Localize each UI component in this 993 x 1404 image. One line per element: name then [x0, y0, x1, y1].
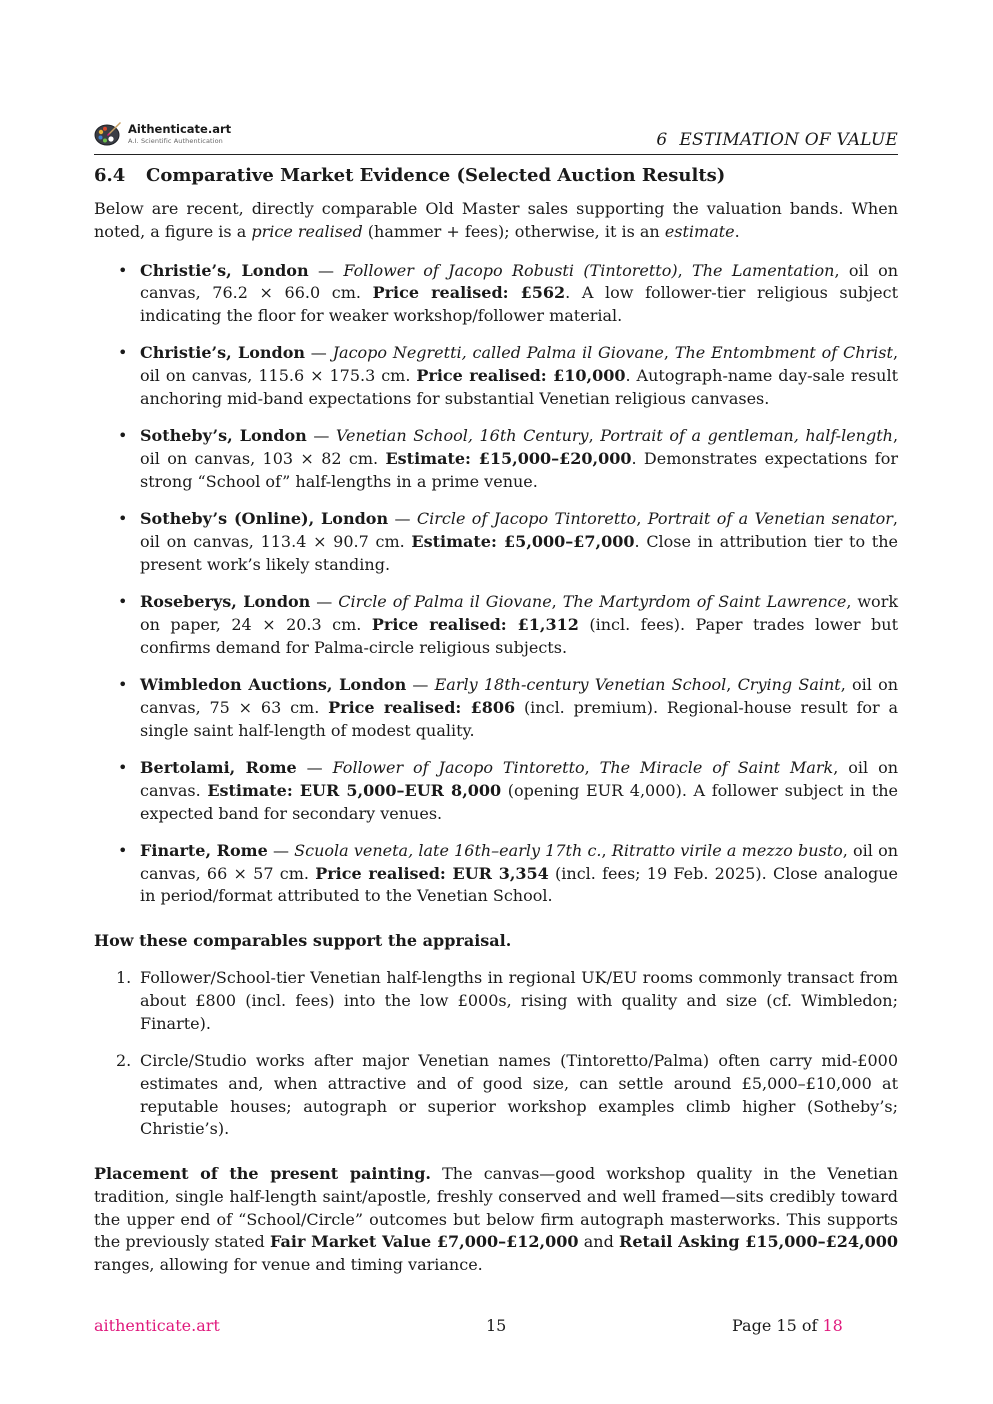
placement-lead: Placement of the present painting.: [94, 1164, 431, 1184]
logo: [94, 120, 231, 148]
palette-brush-icon: [94, 120, 122, 148]
auction-house: Sotheby’s, London: [140, 426, 307, 446]
auction-house: Wimbledon Auctions, London: [140, 675, 407, 695]
website-link[interactable]: aithenticate.art: [94, 1316, 220, 1335]
attribution: Circle of Palma il Giovane: [338, 592, 552, 612]
comparable-note: (incl. premium). Regional-house result for a single saint half-length of modest quality.: [140, 697, 899, 740]
comparable-item: [94, 757, 898, 825]
retail-asking: Retail Asking £15,000–£24,000: [619, 1232, 898, 1252]
running-head: [656, 130, 898, 150]
price-figure: Estimate: £5,000–£7,000: [411, 532, 635, 552]
running-head-title: ESTIMATION OF VALUE: [679, 130, 898, 150]
artwork-details: , oil on canvas, 115.6 × 175.3 cm.: [140, 343, 899, 386]
artwork-details: , oil on canvas.: [140, 757, 898, 800]
auction-house: Christie’s, London: [140, 260, 309, 280]
comparable-note: . Close in attribution tier to the present work’s likely standing.: [140, 532, 899, 574]
support-text: Follower/School-tier Venetian half-lengths in regional UK/EU rooms commonly transact from about £800 (incl. fees) into the low £000s, rising with quality and size (cf. Wimbledon; Finarte).: [140, 968, 898, 1033]
artwork-title: The Lamentation: [692, 260, 835, 280]
total-pages-link[interactable]: 18: [822, 1316, 843, 1335]
comparable-item: [94, 591, 898, 659]
document-page: [94, 0, 898, 1404]
placement-text: The canvas—good workshop quality in the Venetian tradition, single half-length saint/apostle, freshly conserved and well framed—sits credibly toward the upper end of “School/Circle” outcomes but below firm autograph masterworks. This supports the previously stated: [94, 1164, 899, 1252]
bullet-icon: •: [118, 260, 128, 280]
artwork-title: The Miracle of Saint Mark: [599, 757, 834, 777]
support-heading: How these comparables support the appraisal.: [94, 931, 512, 951]
bullet-icon: •: [118, 675, 128, 695]
comparable-item: [94, 674, 898, 742]
dash: —: [406, 675, 435, 695]
comparable-note: (opening EUR 4,000). A follower subject in the expected band for secondary venues.: [140, 780, 899, 823]
attribution: Venetian School, 16th Century: [335, 426, 589, 446]
comparable-item: [94, 342, 898, 410]
section-title: Comparative Market Evidence (Selected Auction Results): [146, 165, 726, 186]
dash: —: [308, 260, 344, 280]
logo-subtitle: A.I. Scientific Authentication: [128, 136, 223, 145]
intro-text: Below are recent, directly comparable Old Master sales supporting the valuation bands. When noted, a figure is a: [94, 199, 898, 241]
support-point: [94, 1050, 898, 1141]
bullet-icon: •: [118, 592, 128, 612]
intro-estimate: estimate: [664, 221, 735, 241]
separator: ,: [551, 592, 563, 612]
section-number: 6.4: [94, 165, 126, 186]
artwork-details: , oil on canvas, 76.2 × 66.0 cm.: [140, 260, 899, 303]
dash: —: [310, 592, 339, 612]
attribution: Early 18th-century Venetian School: [434, 675, 727, 695]
comparable-item: [94, 840, 898, 908]
section-heading: [94, 164, 898, 188]
price-figure: Price realised: £806: [328, 697, 516, 717]
support-point: [94, 967, 898, 1035]
comparable-item: [94, 425, 898, 493]
separator: ,: [588, 426, 601, 446]
page-of-text: Page 15 of: [732, 1316, 823, 1335]
page-content: [94, 160, 898, 1277]
comparable-note: (incl. fees; 19 Feb. 2025). Close analogue in period/format attributed to the Venetian School.: [140, 863, 899, 906]
artwork-title: Portrait of a gentleman, half-length: [600, 426, 893, 446]
comparable-item: [94, 260, 898, 328]
bullet-icon: •: [118, 343, 128, 363]
comparable-item: [94, 508, 898, 576]
dash: —: [296, 757, 333, 777]
artwork-details: , oil on canvas, 103 × 82 cm.: [140, 426, 899, 469]
auction-house: Roseberys, London: [140, 592, 311, 612]
artwork-details: , oil on canvas, 113.4 × 90.7 cm.: [140, 509, 899, 552]
logo-title: Aithenticate.art: [128, 122, 232, 136]
running-head-number: 6: [656, 130, 668, 150]
price-figure: Price realised: £1,312: [371, 614, 579, 634]
attribution: Circle of Jacopo Tintoretto: [416, 509, 637, 529]
auction-house: Sotheby’s (Online), London: [140, 509, 389, 529]
placement-paragraph: [94, 1163, 898, 1277]
intro-paragraph: [94, 198, 898, 244]
dash: —: [388, 509, 417, 529]
artwork-details: , oil on canvas, 75 × 63 cm.: [140, 675, 899, 717]
price-figure: Estimate: EUR 5,000–EUR 8,000: [207, 780, 502, 800]
artwork-title: Crying Saint: [737, 675, 841, 695]
attribution: Follower of Jacopo Tintoretto: [332, 757, 585, 777]
separator: ,: [663, 343, 675, 363]
list-number: 1.: [116, 968, 132, 988]
bullet-icon: •: [118, 426, 128, 446]
page-count: [732, 1316, 843, 1335]
artwork-details: , oil on canvas, 66 × 57 cm.: [140, 840, 899, 883]
comparable-note: . Demonstrates expectations for strong “School of” half-lengths in a prime venue.: [140, 449, 898, 491]
dash: —: [305, 343, 333, 363]
dash: —: [267, 840, 295, 860]
price-figure: Price realised: £562: [372, 283, 566, 303]
page-number: 15: [486, 1316, 507, 1335]
artwork-title: Portrait of a Venetian senator: [647, 509, 893, 529]
placement-text-2: and: [578, 1232, 620, 1252]
separator: ,: [726, 675, 738, 695]
page-header: [94, 118, 898, 155]
bullet-icon: •: [118, 757, 128, 777]
dash: —: [306, 426, 336, 446]
support-text: Circle/Studio works after major Venetian names (Tintoretto/Palma) often carry mid-£000 estimates and, when attractive and of good size, can settle around £5,000–£10,000 at reputable houses; autograph or superior workshop examples climb higher (Sotheby’s; Christie’s).: [140, 1050, 898, 1139]
separator: ,: [601, 840, 612, 860]
artwork-title: Ritratto virile a mezzo busto: [611, 840, 843, 860]
artwork-details: , work on paper, 24 × 20.3 cm.: [140, 592, 899, 634]
auction-house: Bertolami, Rome: [140, 757, 297, 777]
price-figure: Estimate: £15,000–£20,000: [385, 449, 632, 469]
separator: ,: [636, 509, 648, 529]
comparable-note: . A low follower-tier religious subject indicating the floor for weaker workshop/follower material.: [140, 283, 899, 326]
intro-price-realised: price realised: [251, 221, 363, 241]
intro-text-3: .: [734, 221, 740, 241]
auction-house: Christie’s, London: [140, 343, 306, 363]
attribution: Follower of Jacopo Robusti (Tintoretto): [343, 260, 678, 280]
attribution: Jacopo Negretti, called Palma il Giovane: [332, 343, 664, 363]
price-figure: Price realised: EUR 3,354: [315, 863, 549, 883]
support-list: [94, 967, 898, 1141]
price-figure: Price realised: £10,000: [416, 366, 626, 386]
comparables-list: [94, 260, 898, 909]
artwork-title: The Entombment of Christ: [674, 343, 893, 363]
comparable-note: . Autograph-name day-sale result anchoring mid-band expectations for substantial Venetian religious canvases.: [140, 366, 898, 409]
list-number: 2.: [116, 1050, 132, 1070]
artwork-title: The Martyrdom of Saint Lawrence: [562, 592, 847, 612]
auction-house: Finarte, Rome: [140, 840, 268, 860]
fair-market-value: Fair Market Value £7,000–£12,000: [270, 1232, 579, 1252]
separator: ,: [584, 757, 600, 777]
intro-text-2: (hammer + fees); otherwise, it is an: [362, 221, 665, 241]
comparable-note: (incl. fees). Paper trades lower but confirms demand for Palma-circle religious subjects.: [140, 614, 899, 657]
separator: ,: [677, 260, 693, 280]
placement-text-3: ranges, allowing for venue and timing variance.: [94, 1255, 483, 1275]
bullet-icon: •: [118, 840, 128, 860]
bullet-icon: •: [118, 509, 128, 529]
attribution: Scuola veneta, late 16th–early 17th c.: [294, 840, 602, 860]
